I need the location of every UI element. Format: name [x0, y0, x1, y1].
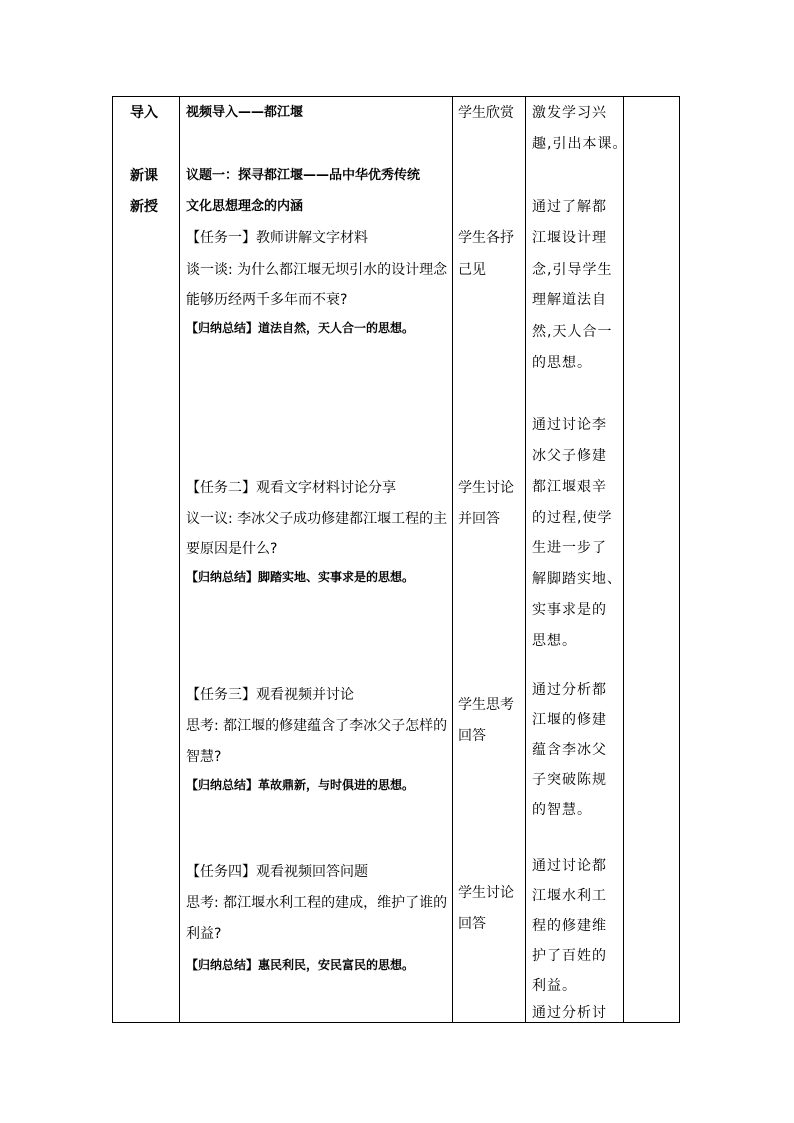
- purpose-task2: 通过讨论李: [532, 417, 607, 433]
- student-activity-task4: 学生讨论: [458, 885, 514, 901]
- purpose-task1: 理解道法自: [532, 292, 607, 308]
- purpose-task3: 蕴含李冰父: [532, 742, 607, 758]
- purpose-task2: 思想。: [532, 633, 577, 649]
- purpose-task4: 程的修建维: [532, 918, 607, 934]
- lesson-plan-table: [112, 96, 680, 1023]
- purpose-task3: 江堰的修建: [532, 712, 607, 728]
- task3-summary: 【归纳总结】革故鼎新，与时俱进的思想。: [186, 778, 415, 792]
- stage-label-new-lesson: 新授: [130, 199, 158, 215]
- purpose-task1: 念,引导学生: [532, 262, 613, 278]
- purpose-task3: 子突破陈规: [532, 772, 607, 788]
- task2-question: 要原因是什么?: [186, 541, 278, 557]
- purpose-task2: 实事求是的: [532, 602, 607, 618]
- student-activity-task1: 己见: [458, 262, 486, 278]
- task1-title: 【任务一】教师讲解文字材料: [186, 230, 368, 246]
- column-divider: [452, 97, 453, 1022]
- task2-question: 议一议: 李冰父子成功修建都江堰工程的主: [186, 511, 448, 527]
- purpose-task3: 通过分析都: [532, 682, 607, 698]
- purpose-task4: 利益。: [532, 978, 577, 994]
- student-activity-intro: 学生欣赏: [458, 105, 514, 121]
- purpose-task1: 然,天人合一: [532, 324, 613, 340]
- purpose-intro: 激发学习兴: [532, 105, 607, 121]
- student-activity-task2: 并回答: [458, 511, 500, 527]
- purpose-task1: 通过了解都: [532, 199, 607, 215]
- task4-question: 利益?: [186, 926, 222, 942]
- stage-label-intro: 导入: [130, 105, 158, 121]
- purpose-task1: 的思想。: [532, 355, 592, 371]
- purpose-task2: 解脚踏实地、: [532, 571, 622, 587]
- task3-question: 思考: 都江堰的修建蕴含了李冰父子怎样的: [186, 718, 448, 734]
- column-divider: [179, 97, 180, 1022]
- purpose-task2: 生进一步了: [532, 540, 607, 556]
- student-activity-task2: 学生讨论: [458, 480, 514, 496]
- intro-content: 视频导入——都江堰: [186, 105, 304, 120]
- purpose-task1: 江堰设计理: [532, 230, 607, 246]
- task4-question: 思考: 都江堰水利工程的建成，维护了谁的: [186, 895, 448, 911]
- task3-question: 智慧?: [186, 749, 222, 765]
- task2-title: 【任务二】观看文字材料讨论分享: [186, 480, 396, 496]
- task1-question: 谈一谈: 为什么都江堰无坝引水的设计理念: [186, 262, 448, 278]
- topic-title: 文化思想理念的内涵: [186, 199, 304, 214]
- topic-title: 议题一：探寻都江堰——品中华优秀传统: [186, 168, 421, 183]
- stage-label-new-lesson: 新课: [130, 168, 158, 184]
- purpose-task2: 的过程,使学: [532, 510, 613, 526]
- task2-summary: 【归纳总结】脚踏实地、实事求是的思想。: [186, 570, 415, 584]
- student-activity-task3: 学生思考: [458, 697, 514, 713]
- purpose-task4: 护了百姓的: [532, 948, 607, 964]
- purpose-task4: 通过讨论都: [532, 858, 607, 874]
- purpose-task2: 冰父子修建: [532, 448, 607, 464]
- student-activity-task3: 回答: [458, 728, 486, 744]
- task3-title: 【任务三】观看视频并讨论: [186, 687, 354, 703]
- task1-summary: 【归纳总结】道法自然，天人合一的思想。: [186, 321, 415, 335]
- purpose-task3: 的智慧。: [532, 802, 592, 818]
- purpose-task4: 江堰水利工: [532, 888, 607, 904]
- student-activity-task1: 学生各抒: [458, 230, 514, 246]
- column-divider: [623, 97, 624, 1022]
- task4-title: 【任务四】观看视频回答问题: [186, 864, 368, 880]
- column-divider: [525, 97, 526, 1022]
- purpose-task2: 都江堰艰辛: [532, 479, 607, 495]
- purpose-intro: 趣,引出本课。: [532, 136, 628, 152]
- task4-summary: 【归纳总结】惠民利民，安民富民的思想。: [186, 958, 415, 972]
- task1-question: 能够历经两千多年而不衰?: [186, 292, 348, 308]
- student-activity-task4: 回答: [458, 916, 486, 932]
- purpose-task4: 通过分析讨: [532, 1005, 607, 1021]
